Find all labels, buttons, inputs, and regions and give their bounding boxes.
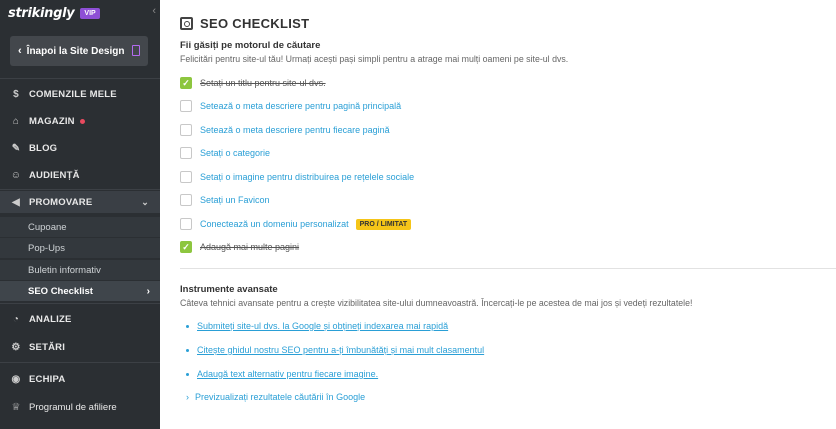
sub-item-seo-checklist[interactable]	[0, 281, 160, 301]
collapse-sidebar-icon[interactable]: ‹	[152, 5, 156, 17]
nav-item-echipa[interactable]	[0, 368, 160, 390]
store-icon: ⌂	[12, 115, 20, 127]
chevron-down-icon: ⌄	[141, 196, 149, 207]
sidebar	[0, 0, 160, 429]
checkbox[interactable]	[180, 147, 192, 159]
advanced-link-item	[186, 321, 448, 331]
nav-item-setari[interactable]	[0, 336, 160, 358]
checklist-item[interactable]	[180, 170, 414, 184]
nav-label: AUDIENȚĂ	[29, 169, 80, 181]
advanced-link-item	[186, 345, 484, 355]
chevron-right-icon: ›	[146, 285, 150, 297]
sub-item-label: Buletin informativ	[28, 264, 101, 276]
chevron-right-icon: ›	[186, 392, 189, 402]
divider	[0, 362, 160, 363]
bullet-icon	[186, 325, 189, 328]
section-divider	[180, 268, 836, 269]
chevron-left-icon: ‹	[18, 45, 22, 57]
nav-item-comenzile-mele[interactable]	[0, 83, 160, 105]
checklist-item[interactable]	[180, 123, 390, 137]
notification-dot	[80, 119, 85, 124]
nav-label: MAGAZIN	[29, 115, 75, 127]
checklist-link[interactable]: Setați o categorie	[200, 148, 271, 158]
sub-item-label: SEO Checklist	[28, 285, 93, 297]
nav-item-analize[interactable]	[0, 308, 160, 330]
checkbox[interactable]	[180, 124, 192, 136]
sub-item-cupoane[interactable]	[0, 217, 160, 237]
nav-label: ECHIPA	[29, 373, 66, 385]
megaphone-icon: ◀	[12, 196, 20, 208]
checklist-link[interactable]: Setați o imagine pentru distribuirea pe rețelele sociale	[200, 172, 415, 182]
document-icon	[132, 45, 140, 56]
nav-item-blog[interactable]	[0, 137, 160, 159]
page-title: SEO CHECKLIST	[200, 16, 310, 31]
trophy-icon: ♕	[11, 401, 21, 413]
nav-label: Programul de afiliere	[29, 401, 117, 413]
checklist-link[interactable]: Setează o meta descriere pentru fiecare pagină	[200, 125, 390, 135]
section-title-advanced: Instrumente avansate	[180, 284, 278, 295]
nav-item-programul-de-afiliere[interactable]	[0, 396, 160, 418]
nav-label: COMENZILE MELE	[29, 88, 117, 100]
vip-badge: VIP	[80, 8, 99, 19]
sub-item-label: Pop-Ups	[28, 242, 65, 254]
checkbox-checked[interactable]: ✓	[180, 241, 192, 253]
checklist-item[interactable]	[180, 76, 326, 90]
checklist-item[interactable]	[180, 217, 411, 231]
checkbox[interactable]	[180, 100, 192, 112]
bullet-icon	[186, 349, 189, 352]
checkbox[interactable]	[180, 171, 192, 183]
section-desc-search: Felicitări pentru site-ul tău! Urmați acești pași simpli pentru a atrage mai mulți oameni pe site-ul dvs.	[180, 54, 569, 64]
nav-item-promovare[interactable]	[0, 191, 160, 213]
checklist-item[interactable]	[180, 146, 270, 160]
back-button-label: Înapoi la Site Design	[26, 45, 125, 57]
checklist-label: Setați un titlu pentru site-ul dvs.	[200, 78, 326, 88]
google-preview-toggle[interactable]	[186, 392, 365, 402]
pen-icon: ✎	[11, 142, 21, 154]
checklist-item[interactable]	[180, 240, 299, 254]
sub-item-buletin[interactable]	[0, 260, 160, 280]
gear-icon: ⚙	[11, 341, 21, 353]
checklist-item[interactable]	[180, 99, 401, 113]
sub-item-popups[interactable]	[0, 238, 160, 258]
nav-label: BLOG	[29, 142, 58, 154]
divider	[0, 189, 160, 190]
dollar-icon: $	[13, 88, 19, 100]
page-header	[180, 16, 309, 31]
divider	[0, 303, 160, 304]
advanced-link[interactable]: Submiteți site-ul dvs. la Google și obțineți indexarea mai rapidă	[197, 321, 449, 331]
nav-item-audienta[interactable]	[0, 164, 160, 186]
preview-label: Previzualizați rezultatele căutării în Google	[195, 392, 366, 402]
checkbox-checked[interactable]: ✓	[180, 77, 192, 89]
pro-badge: PRO / LIMITAT	[356, 219, 412, 230]
advanced-link[interactable]: Adaugă text alternativ pentru fiecare imagine.	[197, 369, 379, 379]
seo-search-icon	[180, 17, 193, 30]
nav-label: PROMOVARE	[29, 196, 93, 208]
section-desc-advanced: Câteva tehnici avansate pentru a crește vizibilitatea site-ului dumneavoastră. Încercați-le pe acestea de mai jos și vedeți rezultatele!	[180, 298, 693, 308]
checkbox[interactable]	[180, 194, 192, 206]
checklist-label: Adaugă mai multe pagini	[200, 242, 300, 252]
logo[interactable]: strikingly	[8, 5, 75, 21]
logo-row	[0, 0, 160, 26]
checklist-link[interactable]: Setați un Favicon	[200, 195, 270, 205]
advanced-link-item	[186, 369, 378, 379]
section-title-search: Fii găsiți pe motorul de căutare	[180, 40, 321, 51]
sub-item-label: Cupoane	[28, 221, 67, 233]
nav-label: ANALIZE	[29, 313, 72, 325]
main-content	[160, 0, 836, 429]
nav-item-magazin[interactable]	[0, 110, 160, 132]
back-to-site-design-button[interactable]	[10, 36, 148, 66]
team-icon: ◉	[11, 373, 21, 385]
bullet-icon	[186, 373, 189, 376]
divider	[0, 78, 160, 79]
checklist-link[interactable]: Setează o meta descriere pentru pagină principală	[200, 101, 402, 111]
nav-label: SETĂRI	[29, 341, 66, 353]
chart-icon: ◔	[12, 313, 20, 325]
advanced-link[interactable]: Citește ghidul nostru SEO pentru a-ți îmbunătăți și mai mult clasamentul	[197, 345, 485, 355]
checklist-link[interactable]: Conectează un domeniu personalizat	[200, 219, 349, 229]
user-icon: ☺	[10, 169, 22, 181]
checkbox[interactable]	[180, 218, 192, 230]
checklist-item[interactable]	[180, 193, 270, 207]
